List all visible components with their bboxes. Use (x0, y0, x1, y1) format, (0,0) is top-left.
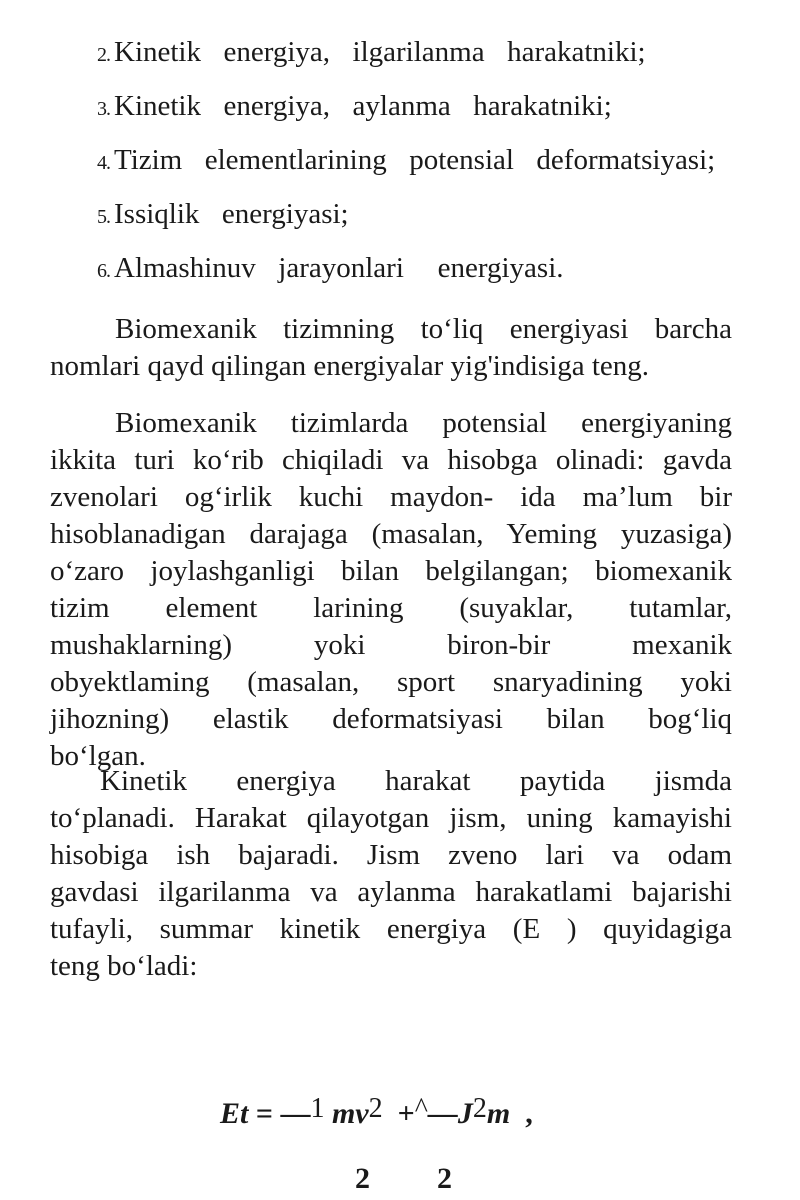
formula-equals: = — (248, 1097, 311, 1130)
text-line: mushaklarning) yoki biron-bir mexanik (50, 629, 732, 661)
text-line: tufayli, summar kinetik energiya (E ) quyidagiga (50, 913, 732, 945)
text-line: Kinetik energiya harakat paytida jismda (100, 765, 732, 797)
text-line: zvenolari og‘irlik kuchi maydon- ida ma’lum bir (50, 481, 732, 513)
list-text: Issiqlik energiyasi; (114, 198, 349, 230)
formula-comma: , (510, 1097, 533, 1130)
list-item (97, 142, 787, 196)
formula-exponent: 2 (472, 1093, 487, 1124)
list-number: 5. (97, 206, 110, 228)
formula-plus: + (382, 1097, 415, 1130)
list-text: Kinetik energiya, ilgarilanma harakatniki; (114, 36, 646, 68)
text-line: Biomexanik tizimning to‘liq energiyasi barcha (115, 313, 732, 345)
formula-denominator: 2 (355, 1162, 370, 1195)
paragraph-total-energy (50, 311, 732, 385)
text-line: tizim element larining (suyaklar, tutamlar, (50, 592, 732, 624)
paragraph-kinetic-energy (50, 763, 732, 985)
paragraph-potential-energy (50, 405, 732, 775)
text-line: nomlari qayd qilingan energiyalar yig'indisiga teng. (50, 350, 650, 382)
text-line: o‘zaro joylashganligi bilan belgilangan; biomexanik (50, 555, 732, 587)
list-item (97, 34, 787, 88)
formula-mv: mv (324, 1097, 369, 1130)
text-line: bo‘lgan. (50, 740, 146, 772)
list-number: 4. (97, 152, 110, 174)
list-number: 3. (97, 98, 110, 120)
formula-lhs: Et (220, 1097, 249, 1130)
text-line: teng bo‘ladi: (50, 950, 198, 982)
formula-numerator: 1 (310, 1093, 325, 1124)
text-line: ikkita turi ko‘rib chiqiladi va hisobga olinadi: gavda (50, 444, 732, 476)
list-item (97, 88, 787, 142)
list-number: 6. (97, 260, 110, 282)
text-line: Biomexanik tizimlarda potensial energiyaning (115, 407, 732, 439)
text-line: hisoblanadigan darajaga (masalan, Yeming yuzasiga) (50, 518, 732, 550)
list-number: 2. (97, 44, 110, 66)
formula-denominator: 2 (437, 1162, 452, 1195)
list-item (97, 250, 787, 304)
text-line: jihozning) elastik deformatsiyasi bilan bog‘liq (50, 703, 732, 735)
list-text: Tizim elementlarining potensial deformatsiyasi; (114, 144, 716, 176)
formula-exponent: 2 (368, 1093, 383, 1124)
text-line: gavdasi ilgarilanma va aylanma harakatlami bajarishi (50, 876, 732, 908)
text-line: hisobiga ish bajaradi. Jism zveno lari va odam (50, 839, 732, 871)
list-text: Kinetik energiya, aylanma harakatniki; (114, 90, 612, 122)
kinetic-energy-formula (220, 1095, 533, 1133)
list-text: Almashinuv jarayonlari energiyasi. (114, 252, 564, 284)
text-line: obyektlaming (masalan, sport snaryadining yoki (50, 666, 732, 698)
formula-j: —J (427, 1097, 473, 1130)
formula-m: m (486, 1097, 511, 1130)
enumerated-list (97, 34, 787, 304)
list-item (97, 196, 787, 250)
text-line: to‘planadi. Harakat qilayotgan jism, uning kamayishi (50, 802, 732, 834)
formula-caret: ^ (414, 1093, 428, 1124)
